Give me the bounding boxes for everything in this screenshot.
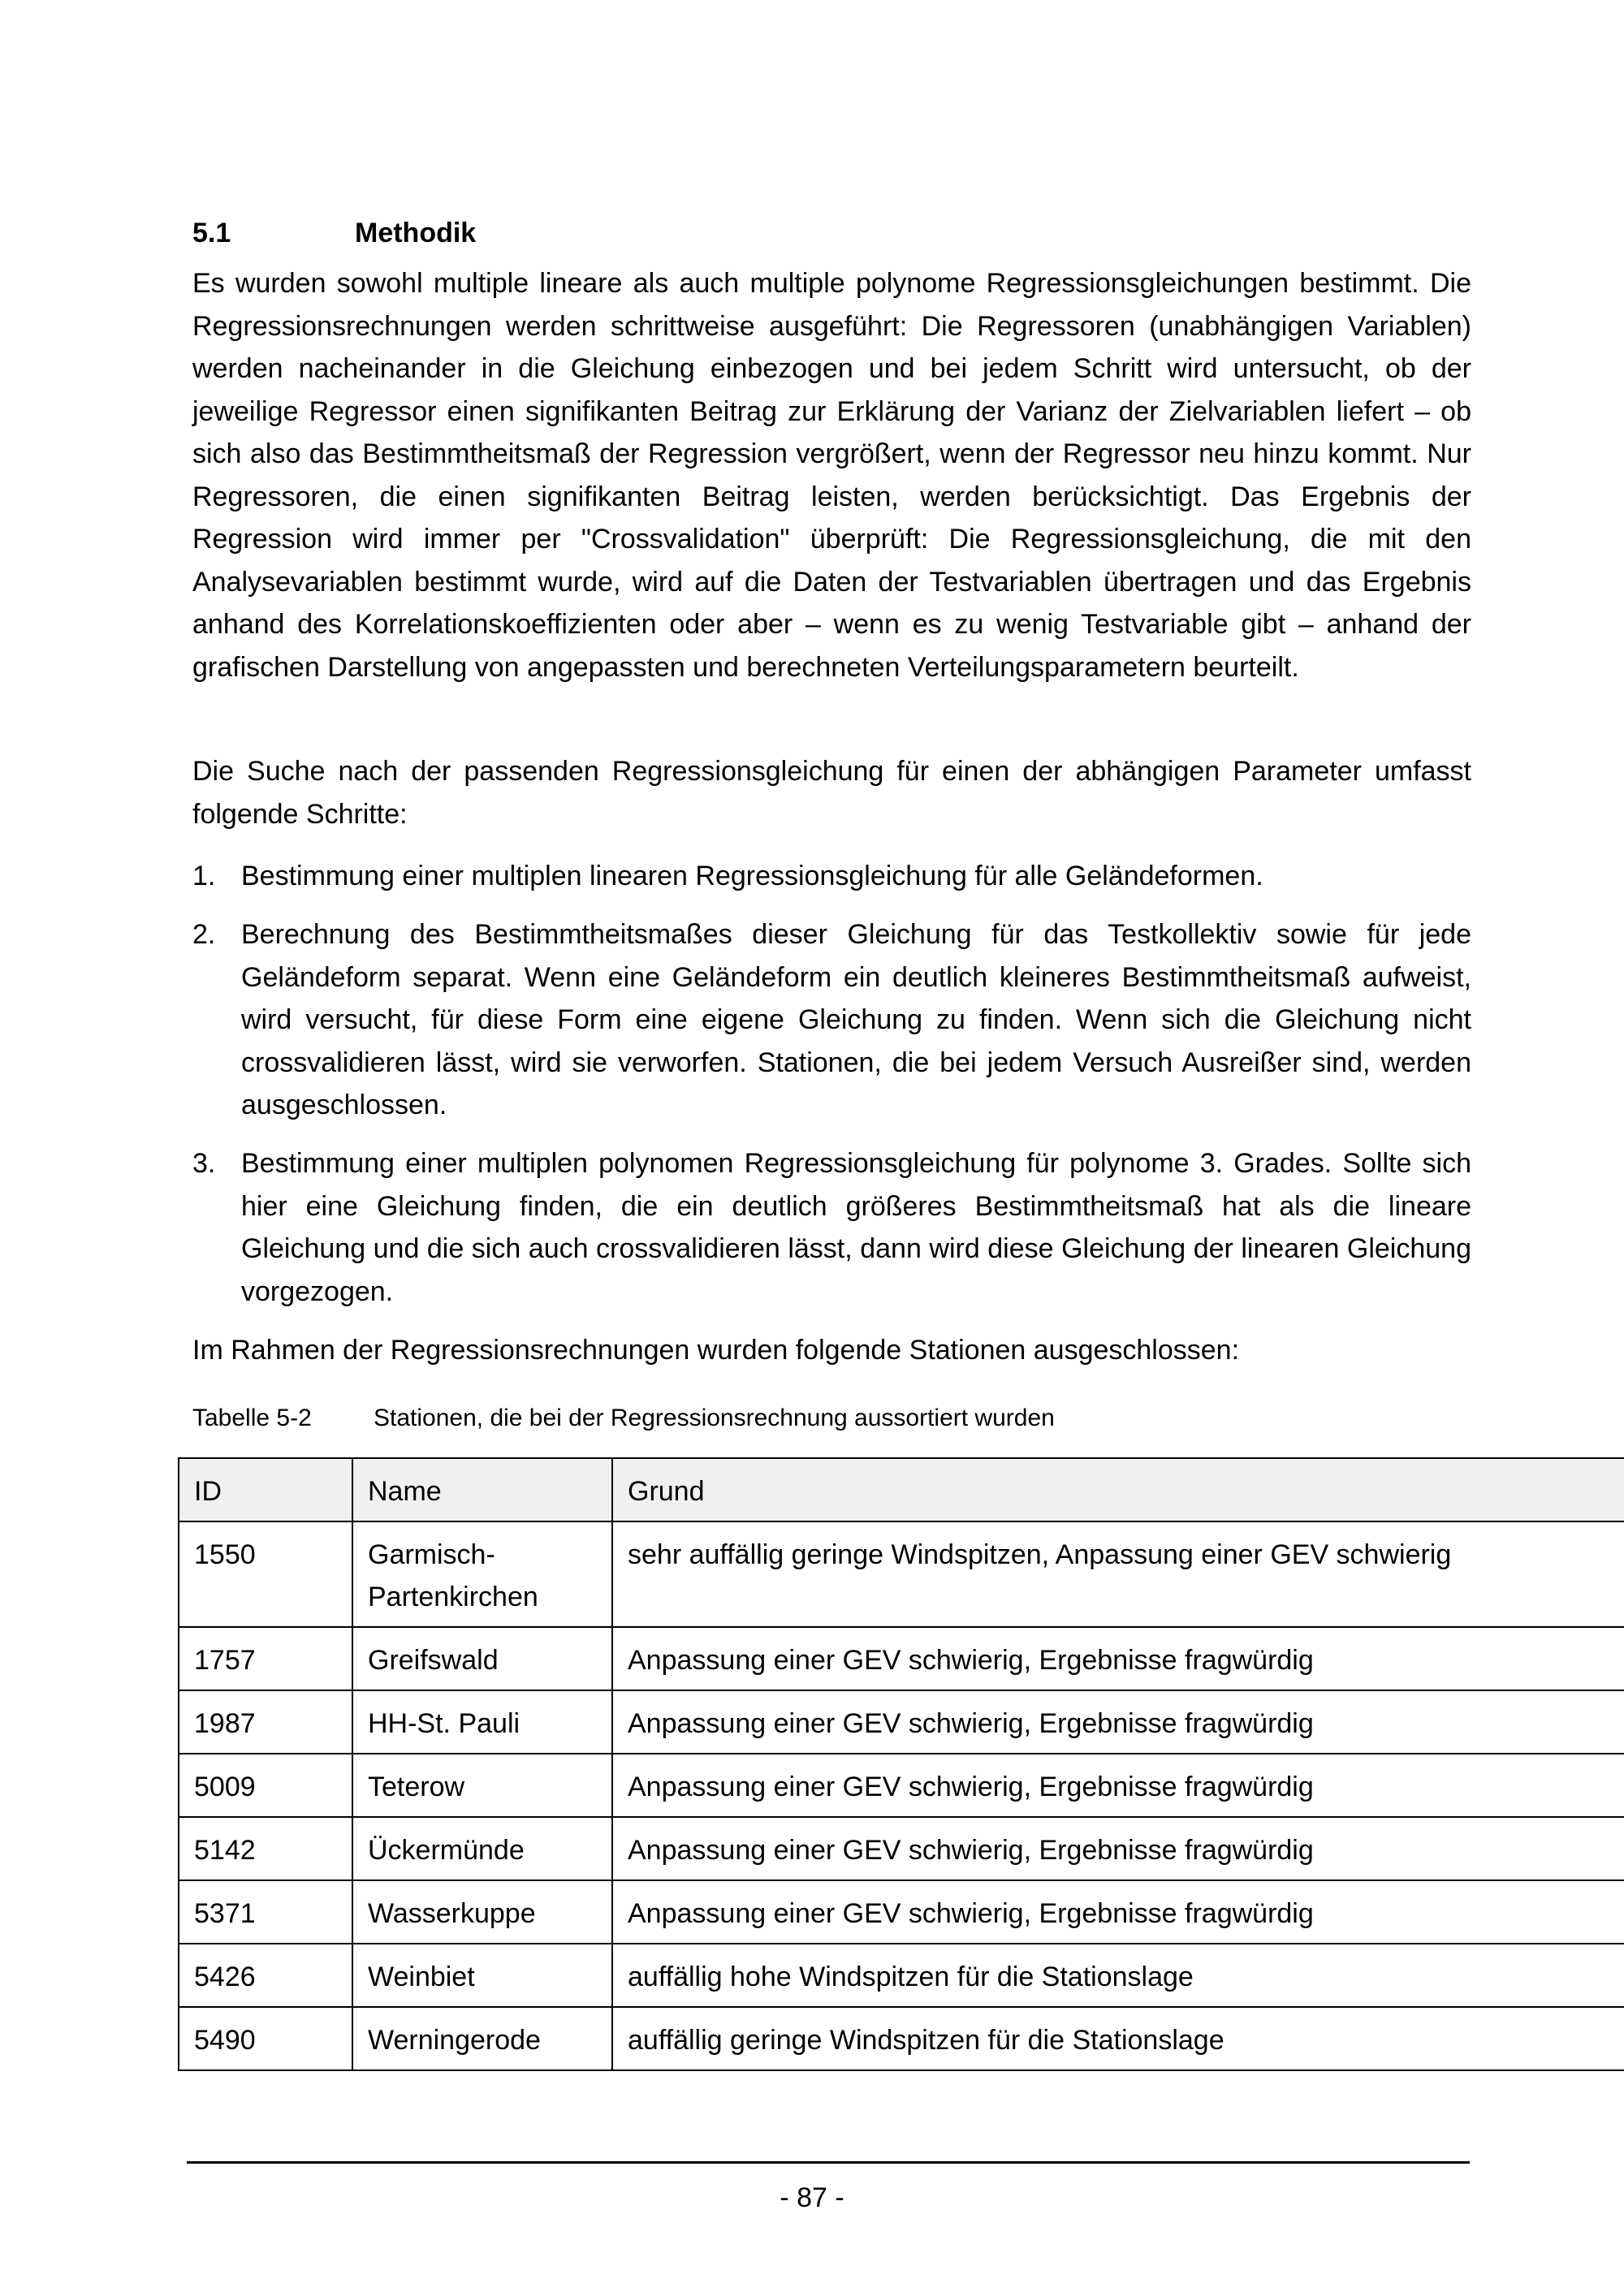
list-item: [192, 1142, 1471, 1313]
list-number: 2.: [192, 919, 216, 950]
table-row: [179, 1521, 1624, 1627]
cell-name: Teterow: [352, 1754, 612, 1817]
table-row: [179, 1754, 1624, 1817]
list-text: Bestimmung einer multiplen polynomen Regressionsgleichung für polynome 3. Grades. Sollte sich hier eine Gleichung finden, die ein deutlich größeres Bestimmtheitsmaß hat als die lineare Gleichung und die sich auch crossvalidieren lässt, dann wird diese Gleichung der linearen Gleichung vorgezogen.: [241, 1148, 1471, 1307]
cell-id: 5009: [179, 1754, 352, 1817]
table-row: [179, 2007, 1624, 2070]
cell-id: 5371: [179, 1880, 352, 1944]
header-id: ID: [179, 1458, 352, 1521]
cell-name: Wasserkuppe: [352, 1880, 612, 1944]
cell-name: HH-St. Pauli: [352, 1690, 612, 1754]
cell-name: Werningerode: [352, 2007, 612, 2070]
cell-reason: Anpassung einer GEV schwierig, Ergebnisse fragwürdig: [612, 1754, 1624, 1817]
cell-reason: auffällig hohe Windspitzen für die Stationslage: [612, 1944, 1624, 2007]
cell-reason: auffällig geringe Windspitzen für die Stationslage: [612, 2007, 1624, 2070]
cell-reason: Anpassung einer GEV schwierig, Ergebnisse fragwürdig: [612, 1880, 1624, 1944]
cell-name: Greifswald: [352, 1627, 612, 1690]
list-number: 3.: [192, 1148, 216, 1179]
header-name: Name: [352, 1458, 612, 1521]
cell-reason: Anpassung einer GEV schwierig, Ergebnisse fragwürdig: [612, 1817, 1624, 1880]
cell-name: Ückermünde: [352, 1817, 612, 1880]
cell-id: 5142: [179, 1817, 352, 1880]
header-reason: Grund: [612, 1458, 1624, 1521]
paragraph-steps-intro: Die Suche nach der passenden Regressionsgleichung für einen der abhängigen Parameter umfasst folgende Schritte:: [192, 756, 1471, 830]
cell-id: 1550: [179, 1521, 352, 1627]
cell-reason: Anpassung einer GEV schwierig, Ergebnisse fragwürdig: [612, 1690, 1624, 1754]
list-text: Berechnung des Bestimmtheitsmaßes dieser Gleichung für das Testkollektiv sowie für jede Geländeform separat. Wenn eine Geländeform ein deutlich kleineres Bestimmtheitsmaß aufweist, wird versucht, für diese Form eine eigene Gleichung zu finden. Wenn sich die Gleichung nicht crossvalidieren lässt, wird sie verworfen. Stationen, die bei jedem Versuch Ausreißer sind, werden ausgeschlossen.: [241, 919, 1471, 1120]
table-caption-label: Tabelle 5-2: [192, 1405, 312, 1431]
table-row: [179, 1627, 1624, 1690]
cell-id: 5426: [179, 1944, 352, 2007]
list-text: Bestimmung einer multiplen linearen Regressionsgleichung für alle Geländeformen.: [241, 861, 1263, 891]
excluded-stations-table: [178, 1457, 1624, 2071]
list-item: [192, 855, 1471, 898]
table-row: [179, 1817, 1624, 1880]
cell-name: Garmisch-Partenkirchen: [352, 1521, 612, 1627]
table-caption-text: Stationen, die bei der Regressionsrechnung aussortiert wurden: [374, 1405, 1055, 1431]
cell-reason: Anpassung einer GEV schwierig, Ergebnisse fragwürdig: [612, 1627, 1624, 1690]
page-number: - 87 -: [780, 2182, 844, 2213]
cell-reason: sehr auffällig geringe Windspitzen, Anpassung einer GEV schwierig: [612, 1521, 1624, 1627]
footer-divider: [187, 2161, 1470, 2164]
list-number: 1.: [192, 861, 216, 891]
cell-name: Weinbiet: [352, 1944, 612, 2007]
paragraph-methodology: Es wurden sowohl multiple lineare als auch multiple polynome Regressionsgleichungen bestimmt. Die Regressionsrechnungen werden schrittweise ausgeführt: Die Regressoren (unabhängigen Variablen) werden nacheinander in die Gleichung einbezogen und bei jedem Schritt wird untersucht, ob der jeweilige Regressor einen signifikanten Beitrag zur Erklärung der Varianz der Zielvariablen liefert – ob sich also das Bestimmtheitsmaß der Regression vergrößert, wenn der Regressor neu hinzu kommt. Nur Regressoren, die einen signifikanten Beitrag leisten, werden berücksichtigt. Das Ergebnis der Regression wird immer per "Crossvalidation" überprüft: Die Regressionsgleichung, die mit den Analysevariablen bestimmt wurde, wird auf die Daten der Testvariablen übertragen und das Ergebnis anhand des Korrelationskoeffizienten oder aber – wenn es zu wenig Testvariable gibt – anhand der grafischen Darstellung von angepassten und berechneten Verteilungsparametern beurteilt.: [192, 268, 1471, 683]
cell-id: 5490: [179, 2007, 352, 2070]
section-heading: [192, 218, 476, 249]
table-row: [179, 1880, 1624, 1944]
table-header-row: [179, 1458, 1624, 1521]
table-row: [179, 1944, 1624, 2007]
table-row: [179, 1690, 1624, 1754]
list-item: [192, 913, 1471, 1127]
table-caption: [192, 1405, 1055, 1432]
cell-id: 1987: [179, 1690, 352, 1754]
section-number: 5.1: [192, 218, 231, 248]
cell-id: 1757: [179, 1627, 352, 1690]
section-title: Methodik: [355, 218, 477, 248]
paragraph-excluded-intro: Im Rahmen der Regressionsrechnungen wurden folgende Stationen ausgeschlossen:: [192, 1335, 1240, 1366]
